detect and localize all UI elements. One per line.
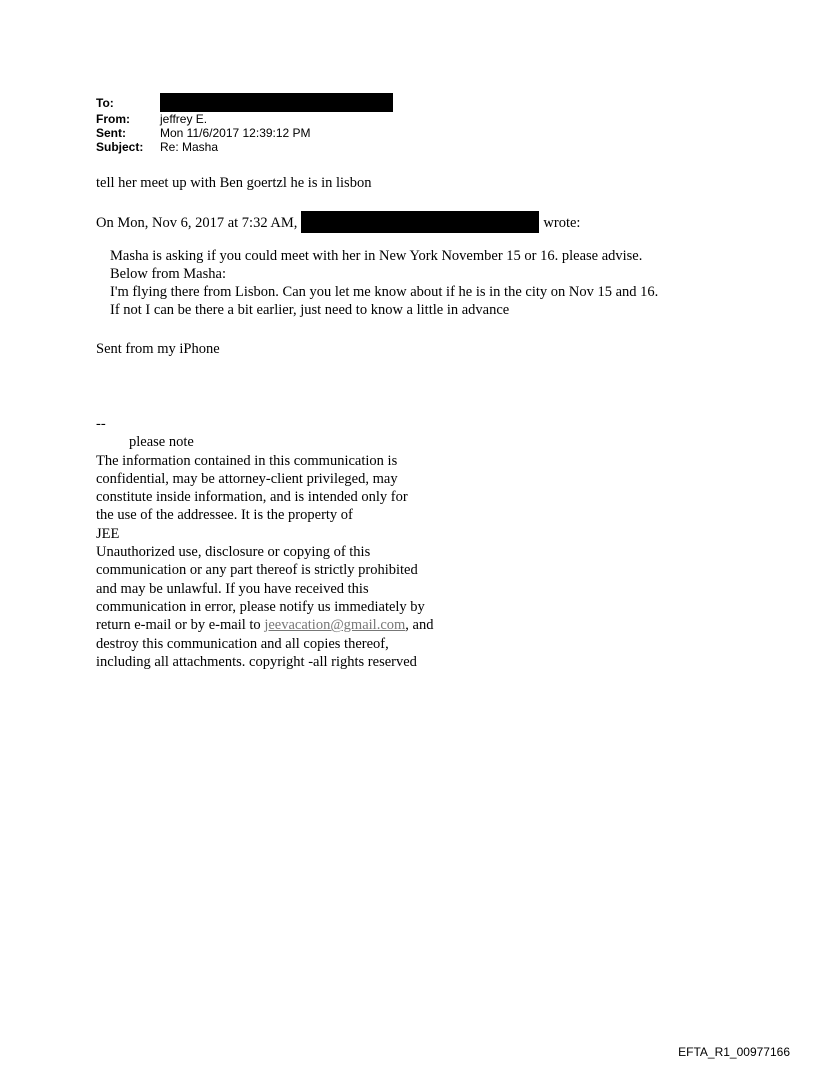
disclaimer-line: communication or any part thereof is strictly prohibited — [96, 562, 418, 579]
from-label: From: — [96, 112, 130, 126]
disclaimer-line: JEE — [96, 525, 120, 542]
disclaimer-line: and may be unlawful. If you have received this — [96, 580, 369, 597]
disclaimer-line: confidential, may be attorney-client privileged, may — [96, 470, 398, 487]
quoted-line: Below from Masha: — [110, 266, 226, 282]
redaction-bar — [160, 93, 393, 112]
attribution-prefix: On Mon, Nov 6, 2017 at 7:32 AM, — [96, 215, 298, 231]
disclaimer-link-line — [96, 616, 433, 634]
disclaimer-line: destroy this communication and all copies thereof, — [96, 635, 389, 652]
disclaimer — [96, 415, 433, 671]
disclaimer-line: communication in error, please notify us immediately by — [96, 598, 425, 615]
disclaimer-line: The information contained in this communication is — [96, 452, 398, 469]
to-row — [96, 96, 393, 112]
document-id: EFTA_R1_00977166 — [678, 1045, 790, 1059]
disclaimer-line: constitute inside information, and is intended only for — [96, 489, 408, 506]
link-prefix: return e-mail or by e-mail to — [96, 617, 265, 634]
redaction-bar — [301, 211, 539, 233]
subject-value: Re: Masha — [160, 140, 219, 154]
disclaimer-line: Unauthorized use, disclosure or copying of this — [96, 544, 371, 561]
quoted-message — [110, 247, 658, 319]
sent-label: Sent: — [96, 126, 126, 140]
subject-label: Subject: — [96, 140, 144, 154]
disclaimer-line: including all attachments. copyright -all rights reserved — [96, 653, 417, 670]
from-value: jeffrey E. — [160, 112, 208, 126]
email-link[interactable]: jeevacation@gmail.com — [264, 617, 406, 634]
reply-text: tell her meet up with Ben goertzl he is in lisbon — [96, 175, 372, 191]
signature: Sent from my iPhone — [96, 341, 220, 357]
from-row — [96, 112, 393, 126]
email-header — [96, 96, 393, 154]
quoted-line: I'm flying there from Lisbon. Can you let me know about if he is in the city on Nov 15 and 16. — [110, 284, 659, 300]
disclaimer-note: please note — [129, 434, 194, 451]
attribution-suffix: wrote: — [543, 215, 581, 231]
attribution-line — [96, 211, 580, 233]
separator: -- — [96, 416, 106, 432]
disclaimer-line: the use of the addressee. It is the property of — [96, 507, 353, 524]
sent-row — [96, 126, 393, 140]
quoted-line: Masha is asking if you could meet with her in New York November 15 or 16. please advise. — [110, 248, 643, 264]
link-suffix: , and — [405, 617, 434, 634]
quoted-line: If not I can be there a bit earlier, just need to know a little in advance — [110, 302, 510, 318]
to-label: To: — [96, 96, 114, 110]
subject-row — [96, 140, 393, 154]
sent-value: Mon 11/6/2017 12:39:12 PM — [160, 126, 311, 140]
